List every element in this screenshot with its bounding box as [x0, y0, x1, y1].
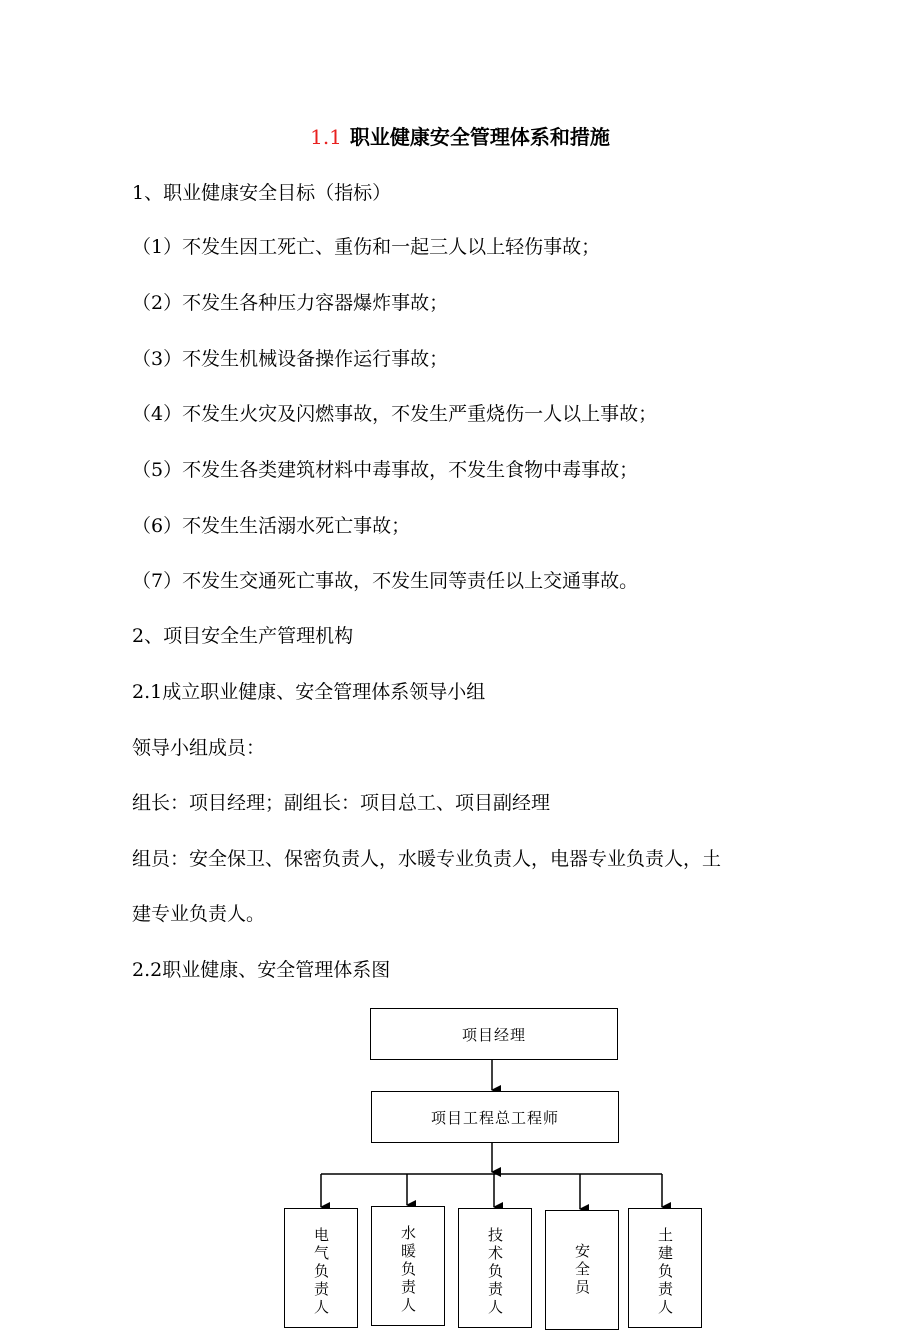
org-node-electrical-lead [284, 1208, 358, 1328]
text-line: 组长：项目经理；副组长：项目总工、项目副经理 [132, 792, 551, 814]
org-node-project-manager [370, 1008, 618, 1060]
org-node-safety-officer [545, 1210, 619, 1330]
section-title: 职业健康安全管理体系和措施 [349, 125, 610, 149]
text-line: 建专业负责人。 [132, 903, 266, 925]
text-line: 2.1成立职业健康、安全管理体系领导小组 [132, 681, 486, 703]
org-node-chief-engineer [371, 1091, 619, 1143]
text-line: （6）不发生生活溺水死亡事故； [132, 515, 411, 537]
text-line: （5）不发生各类建筑材料中毒事故，不发生食物中毒事故； [132, 459, 639, 481]
org-node-civil-lead [628, 1208, 702, 1328]
text-line: （2）不发生各种压力容器爆炸事故； [132, 292, 449, 314]
org-node-technical-lead [458, 1208, 532, 1328]
text-line: （3）不发生机械设备操作运行事故； [132, 348, 449, 370]
text-line: 领导小组成员： [132, 737, 266, 759]
text-line: 2、项目安全生产管理机构 [132, 625, 354, 647]
text-line: （4）不发生火灾及闪燃事故，不发生严重烧伤一人以上事故； [132, 403, 658, 425]
text-line: （1）不发生因工死亡、重伤和一起三人以上轻伤事故； [132, 236, 601, 258]
org-node-label: 土建负责人 [656, 1227, 674, 1317]
text-line: 组员：安全保卫、保密负责人，水暖专业负责人，电器专业负责人，土 [132, 848, 722, 870]
org-node-label: 技术负责人 [486, 1227, 504, 1317]
text-line: （7）不发生交通死亡事故，不发生同等责任以上交通事故。 [132, 570, 639, 592]
org-node-plumbing-lead [371, 1206, 445, 1326]
org-node-label: 水暖负责人 [399, 1225, 417, 1315]
text-line: 1、职业健康安全目标（指标） [132, 182, 392, 204]
text-line: 2.2职业健康、安全管理体系图 [132, 959, 391, 981]
org-node-label: 项目工程总工程师 [430, 1108, 559, 1127]
org-node-label: 安全员 [573, 1243, 591, 1297]
org-node-label: 项目经理 [461, 1025, 526, 1044]
section-number: 1.1 [310, 125, 342, 149]
org-node-label: 电气负责人 [312, 1227, 330, 1317]
